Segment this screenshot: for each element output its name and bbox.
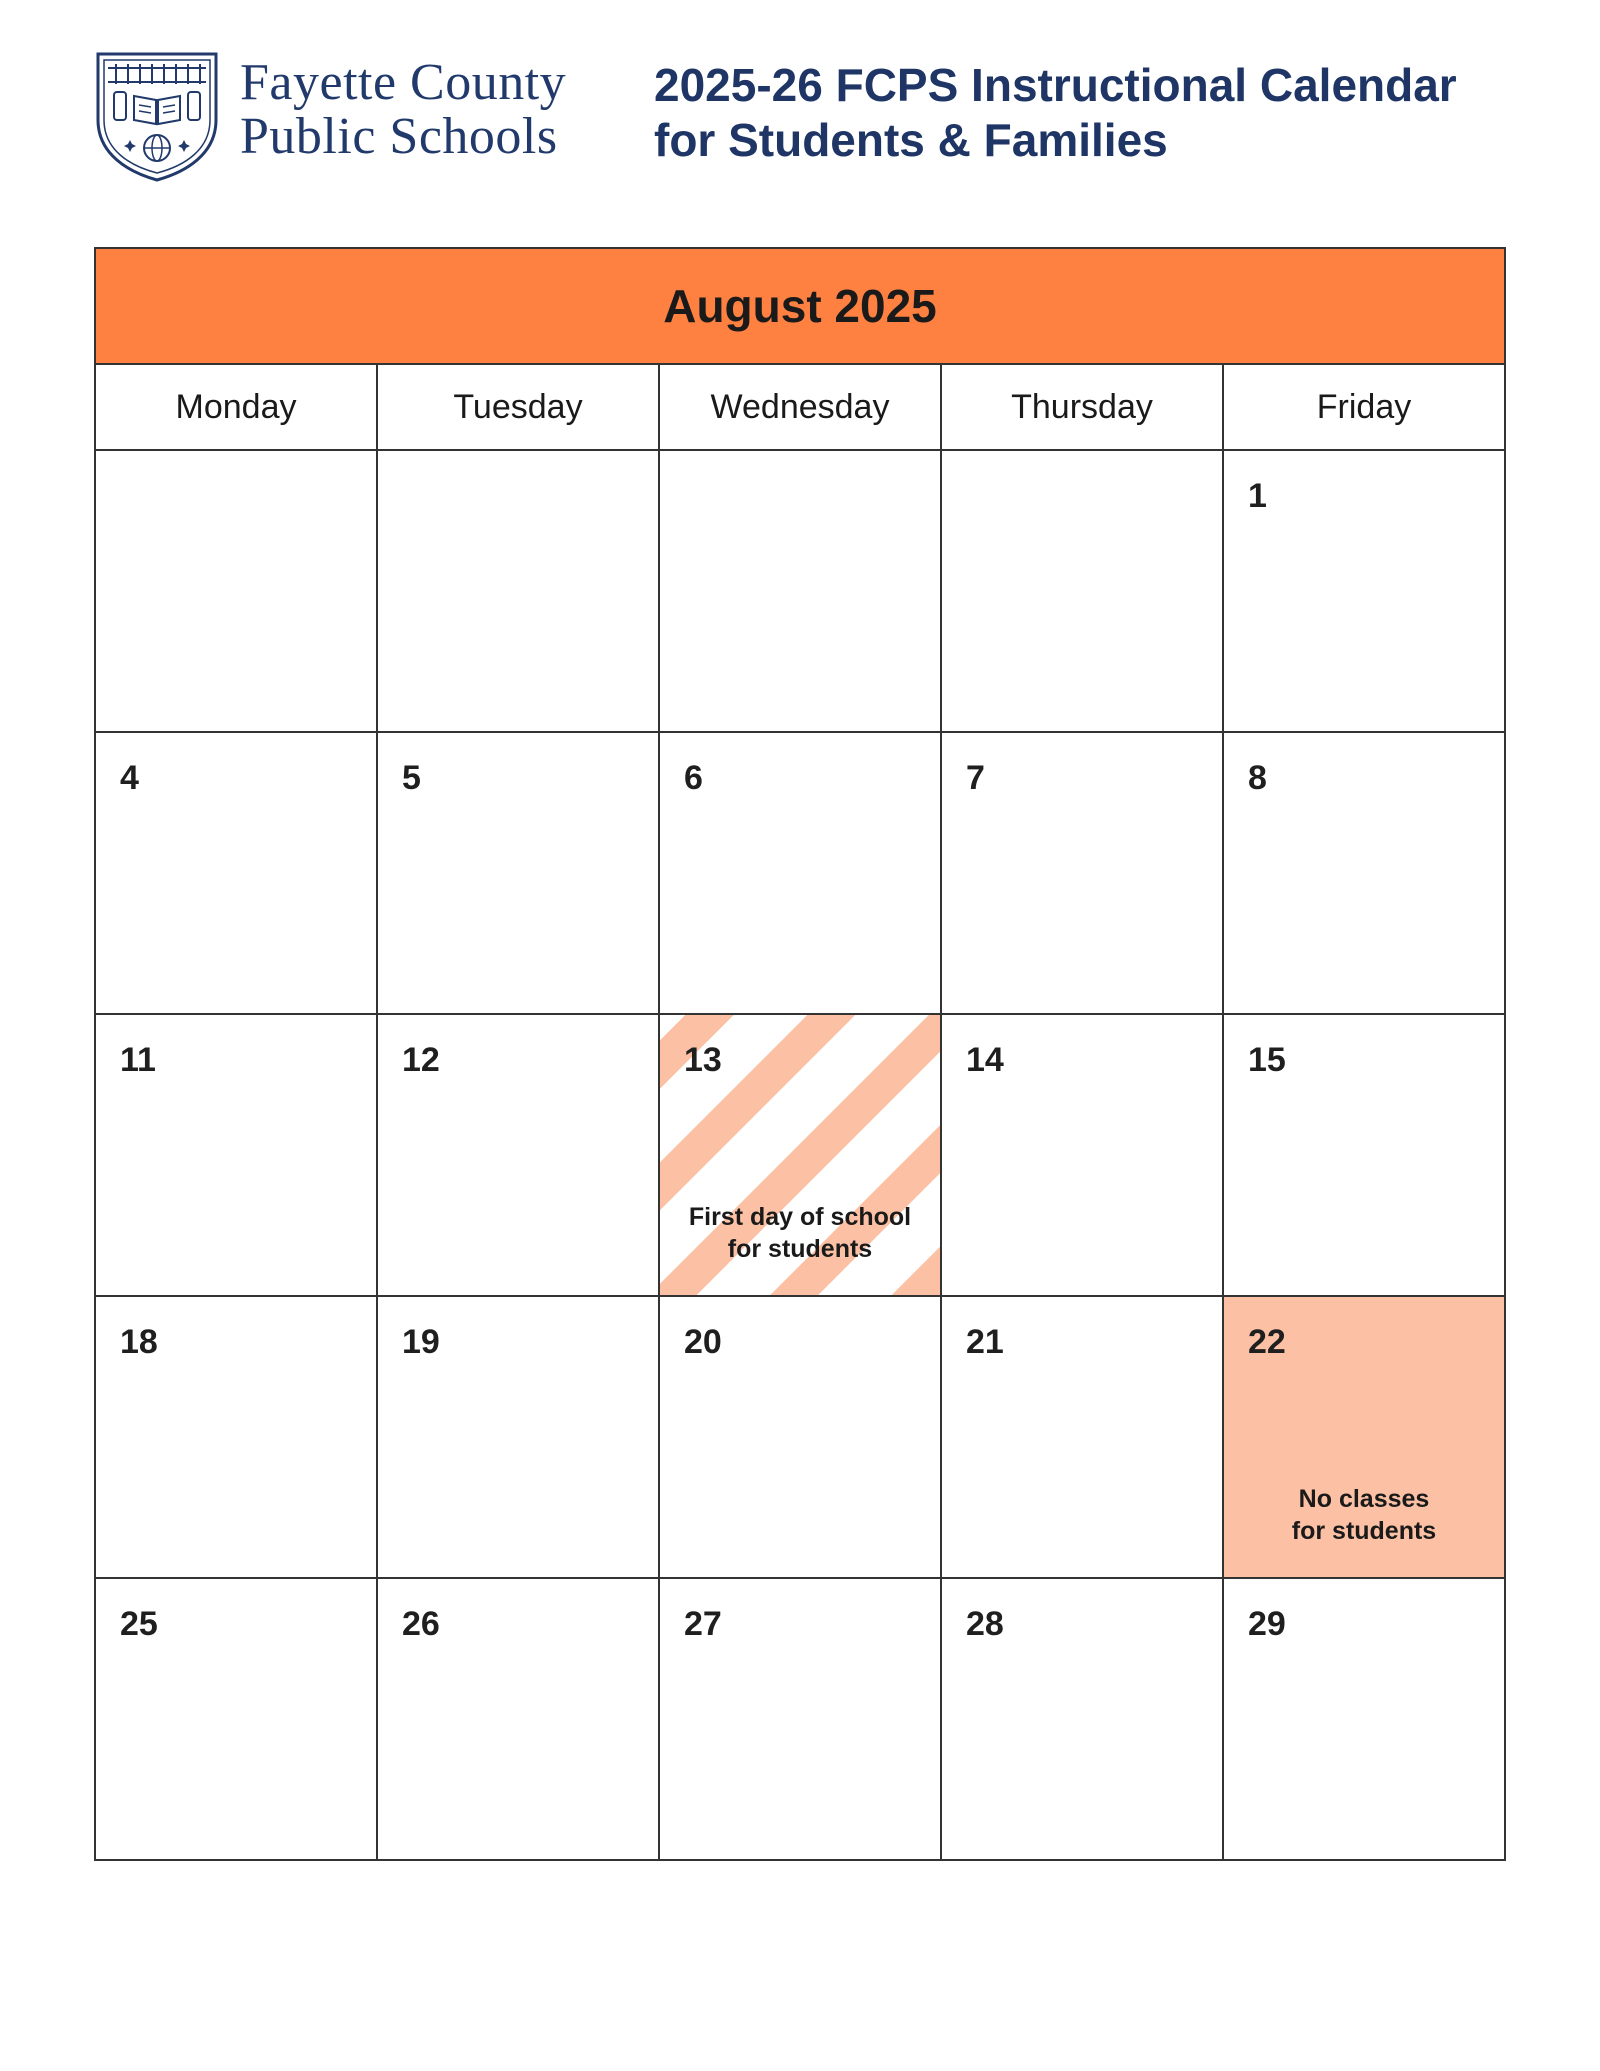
- day-number: 29: [1248, 1605, 1286, 1643]
- day-number: 7: [966, 759, 985, 797]
- day-cell-25: [95, 1578, 377, 1860]
- day-number: 18: [120, 1323, 158, 1361]
- day-cell-27: [659, 1578, 941, 1860]
- day-number: 12: [402, 1041, 440, 1079]
- calendar-week-row: [95, 732, 1505, 1014]
- day-cell-18: [95, 1296, 377, 1578]
- organization-name-line1: Fayette County: [240, 54, 567, 111]
- day-cell-4: [95, 732, 377, 1014]
- day-cell-19: [377, 1296, 659, 1578]
- empty-day-cell: [941, 450, 1223, 732]
- day-number: 5: [402, 759, 421, 797]
- school-crest-icon: [94, 50, 220, 182]
- month-calendar: [94, 247, 1506, 1861]
- day-cell-7: [941, 732, 1223, 1014]
- day-number: 11: [120, 1041, 156, 1079]
- weekday-header: Tuesday: [377, 364, 659, 450]
- organization-name: [240, 56, 566, 164]
- empty-day-cell: [659, 450, 941, 732]
- day-number: 14: [966, 1041, 1004, 1079]
- day-number: 15: [1248, 1041, 1286, 1079]
- day-cell-12: [377, 1014, 659, 1296]
- weekday-header-row: [95, 364, 1505, 450]
- day-number: 27: [684, 1605, 722, 1643]
- weekday-header: Monday: [95, 364, 377, 450]
- day-number: 1: [1248, 477, 1267, 515]
- day-event-note-line: for students: [1291, 1517, 1437, 1545]
- day-cell-28: [941, 1578, 1223, 1860]
- day-number: 26: [402, 1605, 440, 1643]
- day-cell-8: [1223, 732, 1505, 1014]
- day-number: 21: [966, 1323, 1004, 1361]
- document-title-line2: for Students & Families: [654, 114, 1168, 166]
- calendar-weeks: [95, 450, 1505, 1860]
- day-number: 28: [966, 1605, 1004, 1643]
- day-number: 19: [402, 1323, 440, 1361]
- day-event-note-line: First day of school: [688, 1203, 912, 1231]
- calendar-week-row: [95, 1296, 1505, 1578]
- page-header: [94, 50, 1514, 190]
- day-cell-1: [1223, 450, 1505, 732]
- day-number: 13: [684, 1041, 722, 1079]
- weekday-header: Friday: [1223, 364, 1505, 450]
- day-cell-13: [659, 1014, 941, 1296]
- day-event-note: [1224, 1483, 1504, 1547]
- day-number: 25: [120, 1605, 158, 1643]
- day-cell-14: [941, 1014, 1223, 1296]
- day-cell-21: [941, 1296, 1223, 1578]
- day-number: 4: [120, 759, 139, 797]
- day-number: 6: [684, 759, 703, 797]
- calendar-week-row: [95, 1578, 1505, 1860]
- day-event-note: [660, 1201, 940, 1265]
- organization-name-line2: Public Schools: [240, 108, 558, 165]
- day-event-note-line: No classes: [1298, 1485, 1430, 1513]
- day-number: 22: [1248, 1323, 1286, 1361]
- document-title: [654, 58, 1457, 168]
- day-cell-20: [659, 1296, 941, 1578]
- weekday-header: Wednesday: [659, 364, 941, 450]
- day-cell-29: [1223, 1578, 1505, 1860]
- empty-day-cell: [377, 450, 659, 732]
- document-title-line1: 2025-26 FCPS Instructional Calendar: [654, 59, 1457, 111]
- day-cell-5: [377, 732, 659, 1014]
- day-number: 8: [1248, 759, 1267, 797]
- weekday-header: Thursday: [941, 364, 1223, 450]
- day-cell-15: [1223, 1014, 1505, 1296]
- calendar-week-row: [95, 450, 1505, 732]
- empty-day-cell: [95, 450, 377, 732]
- day-number: 20: [684, 1323, 722, 1361]
- calendar-week-row: [95, 1014, 1505, 1296]
- day-cell-26: [377, 1578, 659, 1860]
- day-cell-6: [659, 732, 941, 1014]
- day-cell-11: [95, 1014, 377, 1296]
- day-cell-22: [1223, 1296, 1505, 1578]
- month-title: August 2025: [95, 248, 1505, 364]
- day-event-note-line: for students: [727, 1235, 873, 1263]
